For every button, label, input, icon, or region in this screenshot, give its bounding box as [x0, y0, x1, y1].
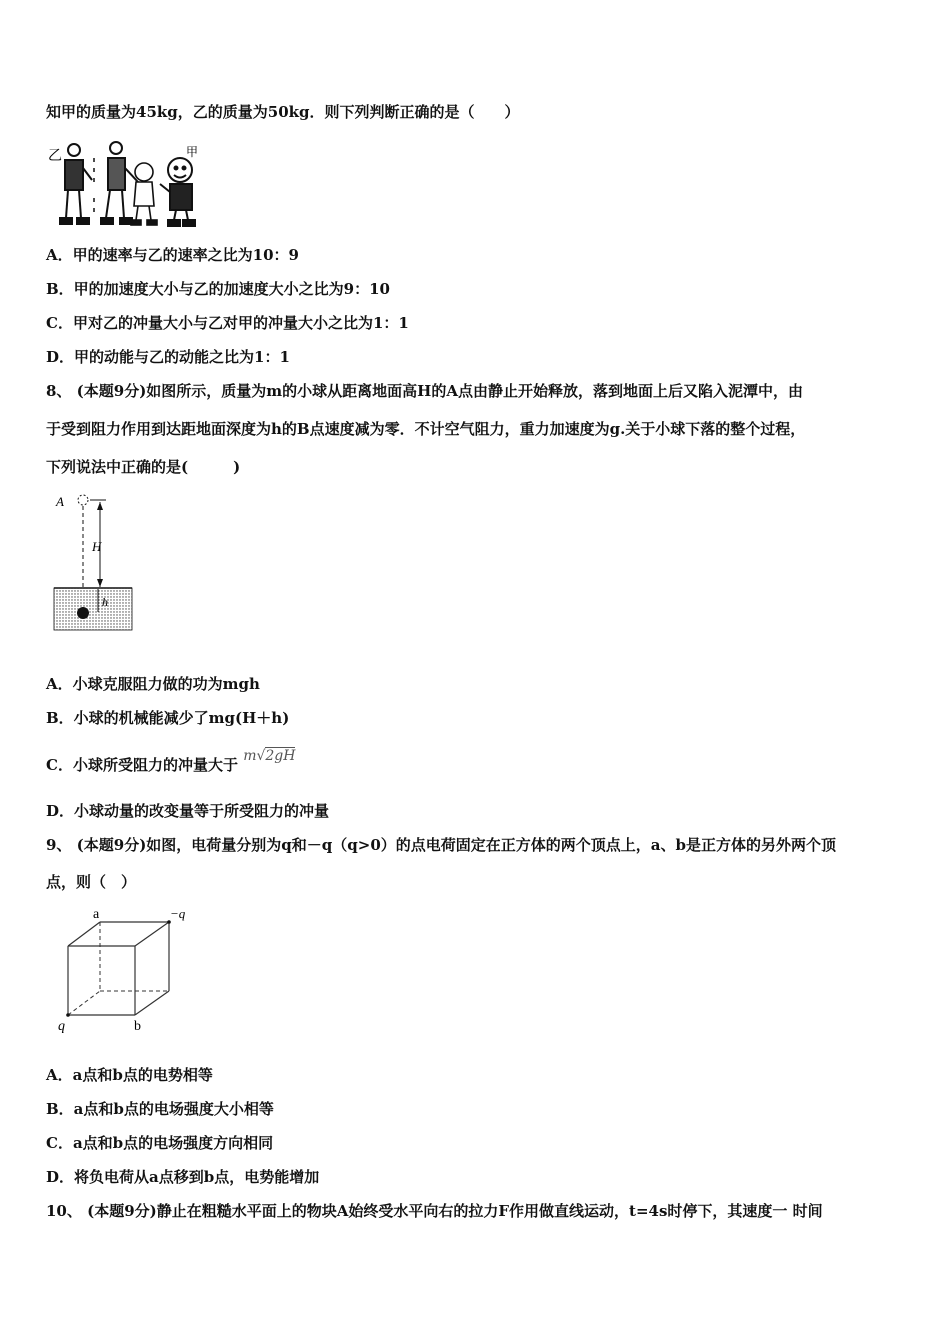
q8-stem-line1: 8、 (本题9分)如图所示，质量为m的小球从距离地面高H的A点由静止开始释放，落到地面上后又陷入泥潭中，由 [46, 382, 803, 400]
label-small-h: h [102, 595, 108, 609]
ball [77, 607, 89, 619]
label-b: b [134, 1019, 141, 1034]
q9-stem-line2: 点，则（ ） [46, 873, 137, 891]
q10-stem-line1: 10、 (本题9分)静止在粗糙水平面上的物块A始终受水平向右的拉力F作用做直线运动，t=4s时停下，其速度一 时间 [46, 1202, 823, 1220]
formula-radicand: 2gH [265, 748, 296, 764]
label-jia: 甲 [186, 145, 199, 159]
q9-stem-line1: 9、 (本题9分)如图，电荷量分别为q和－q（q>0）的点电荷固定在正方体的两个顶点上，a、b是正方体的另外两个顶 [46, 836, 836, 854]
cube-figure [52, 906, 200, 1036]
q8-option-c [46, 748, 296, 776]
q9-option-b: B．a点和b点的电场强度大小相等 [46, 1100, 274, 1118]
q7-option-c: C．甲对乙的冲量大小与乙对甲的冲量大小之比为1：1 [46, 314, 409, 332]
q7-option-b: B．甲的加速度大小与乙的加速度大小之比为9：10 [46, 280, 390, 298]
skaters-figure [46, 138, 206, 230]
q8-option-a: A．小球克服阻力做的功为mgh [46, 675, 260, 693]
q9-option-d: D．将负电荷从a点移到b点，电势能增加 [46, 1168, 320, 1186]
label-big-h: H [92, 539, 102, 554]
mud-pit [54, 588, 132, 630]
q8-stem-line2: 于受到阻力作用到达距地面深度为h的B点速度减为零．不计空气阻力，重力加速度为g.关于小球下落的整个过程， [46, 420, 806, 438]
label-a: a [93, 907, 100, 922]
sqrt-formula: m√2gH [243, 748, 296, 764]
label-neg-q: −q [170, 906, 186, 921]
q7-stem-tail: 知甲的质量为45kg，乙的质量为50kg．则下列判断正确的是（ ） [46, 103, 520, 121]
q8-option-c-text: C．小球所受阻力的冲量大于 [46, 756, 238, 774]
q7-option-a: A．甲的速率与乙的速率之比为10：9 [46, 246, 299, 264]
ball-drop-figure [50, 488, 140, 634]
label-q: q [58, 1019, 65, 1034]
q8-option-d: D．小球动量的改变量等于所受阻力的冲量 [46, 802, 330, 820]
q9-option-a: A．a点和b点的电势相等 [46, 1066, 213, 1084]
label-a: A [56, 494, 64, 509]
formula-m: m [243, 748, 257, 764]
q7-option-d: D．甲的动能与乙的动能之比为1：1 [46, 348, 290, 366]
q8-option-b: B．小球的机械能减少了mg(H＋h) [46, 709, 290, 727]
label-yi: 乙 [48, 149, 62, 164]
q8-stem-line3: 下列说法中正确的是( ) [46, 458, 241, 476]
q9-option-c: C．a点和b点的电场强度方向相同 [46, 1134, 274, 1152]
